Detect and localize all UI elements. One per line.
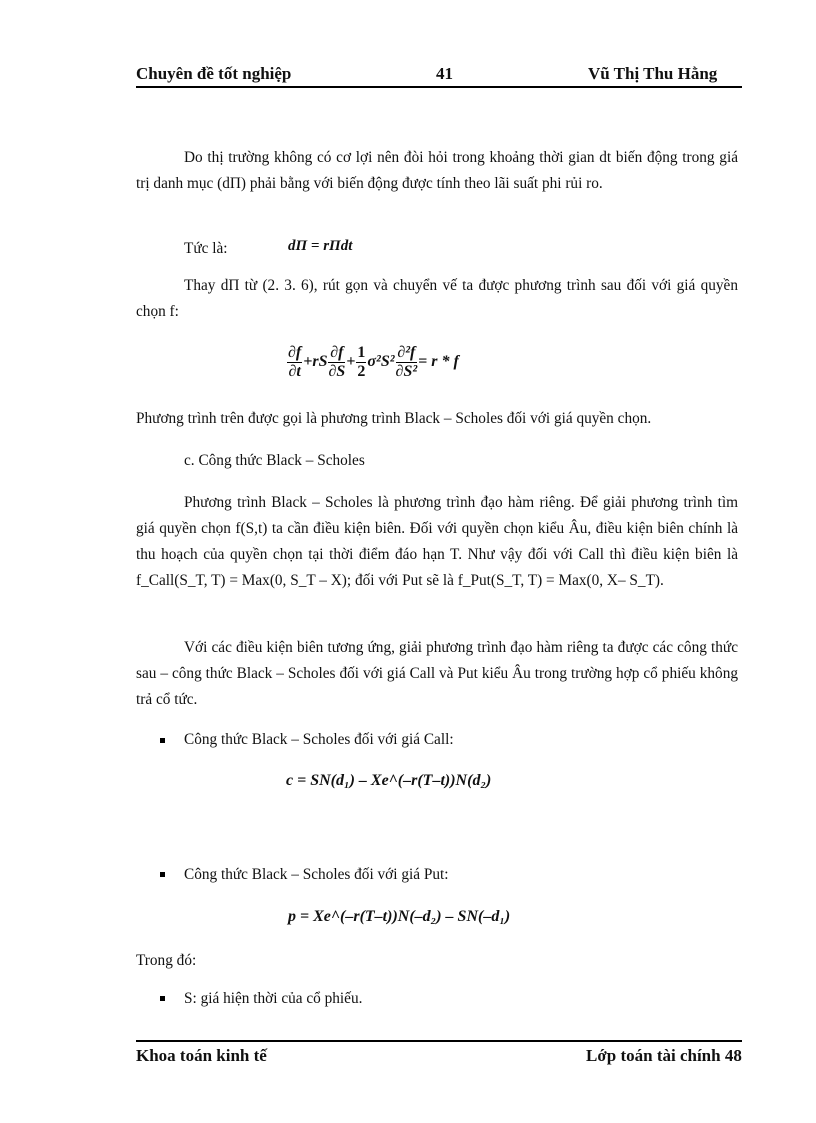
trong-do-label: Trong đó:	[136, 952, 197, 969]
paragraph-4	[136, 490, 738, 594]
header-right: Vũ Thị Thu Hằng	[588, 64, 718, 83]
pde-sigma-part: σ²S²	[367, 353, 395, 371]
page-number: 41	[436, 64, 453, 83]
header-rule	[136, 86, 742, 88]
paragraph-3: Phương trình trên được gọi là phương trình Black – Scholes đối với giá quyền chọn.	[136, 410, 652, 427]
section-c-heading: c. Công thức Black – Scholes	[184, 452, 365, 469]
bullet-s-text: S: giá hiện thời của cổ phiếu.	[184, 990, 363, 1007]
bullet-marker	[160, 996, 165, 1001]
bullet-put-text: Công thức Black – Scholes đối với giá Put:	[184, 866, 449, 883]
pde-t2-num: ∂f	[330, 344, 344, 361]
footer-right: Lớp toán tài chính 48	[586, 1046, 742, 1065]
bullet-call-text: Công thức Black – Scholes đối với giá Call:	[184, 731, 454, 748]
pde-t1-num: ∂f	[288, 344, 302, 361]
pde-t1-den: ∂t	[288, 363, 301, 380]
footer-rule	[136, 1040, 742, 1042]
equation-simple: dП = rПdt	[288, 238, 353, 254]
pde-frac-t	[287, 344, 302, 381]
pde-half-den: 2	[357, 363, 366, 380]
pde-plus: +	[346, 353, 356, 371]
equation-call: c = SN(d₁) – Xe^(–r(T–t))N(d₂)	[286, 772, 492, 789]
equation-put: p = Xe^(–r(T–t))N(–d₂) – SN(–d₁)	[288, 908, 511, 925]
pde-t2-den: ∂S	[328, 363, 346, 380]
pde-frac-ss	[396, 344, 418, 381]
paragraph-4-call-condition: f_Call(S_T, T) = Max(0, S_T – X); đối với Put sẽ là f_Put(S_T, T) = Max(0, X– S_T).	[136, 572, 664, 589]
paragraph-2: Thay dП từ (2. 3. 6), rút gọn và chuyển vế ta được phương trình sau đối với giá quyền chọn f:	[136, 277, 738, 320]
bullet-marker	[160, 738, 165, 743]
paragraph-1: Do thị trường không có cơ lợi nên đòi hỏi trong khoảng thời gian dt biến động trong giá trị danh mục (dП) phải bằng với biến động được tính theo lãi suất phi rủi ro.	[136, 149, 738, 192]
pde-equation	[286, 344, 459, 381]
tuc-la-label: Tức là:	[184, 240, 228, 257]
pde-t3-num: ∂²f	[397, 344, 416, 361]
pde-t3-den: ∂S²	[395, 363, 418, 380]
pde-t2-prefix: +rS	[303, 353, 328, 371]
paragraph-4-main: Phương trình Black – Scholes là phương trình đạo hàm riêng. Để giải phương trình tìm giá quyền chọn f(S,t) ta cần điều kiện biên. Đối với quyền chọn kiểu Âu, điều kiện biên chính là thu hoạch của quyền chọn tại thời điểm đáo hạn T. Như vậy đối với Call thì điều kiện biên là	[136, 494, 738, 563]
pde-half-num: 1	[357, 344, 366, 361]
header-left: Chuyên đề tốt nghiệp	[136, 64, 292, 83]
bullet-marker	[160, 872, 165, 877]
footer-left: Khoa toán kinh tế	[136, 1046, 267, 1065]
pde-frac-s	[328, 344, 345, 381]
paragraph-5: Với các điều kiện biên tương ứng, giải phương trình đạo hàm riêng ta được các công thức sau – công thức Black – Scholes đối với giá Call và Put kiểu Âu trong trường hợp cổ phiếu không trả cổ tức.	[136, 639, 738, 708]
pde-rhs: = r * f	[418, 353, 459, 371]
pde-frac-half	[356, 344, 366, 381]
